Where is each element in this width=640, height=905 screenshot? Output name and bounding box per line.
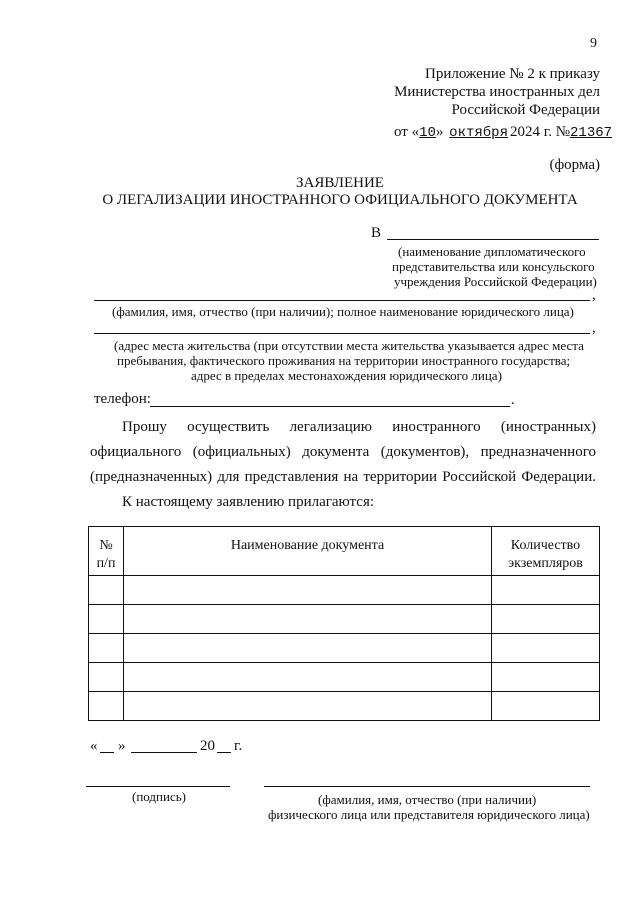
- applicant-address-caption-3: адрес в пределах местонахождения юридического лица): [191, 368, 502, 383]
- order-number: 21367: [570, 125, 613, 141]
- cell-number[interactable]: [89, 576, 124, 605]
- order-date-line: [394, 124, 612, 141]
- body-line-3: (предназначенных) для представления на территории Российской Федерации.: [90, 469, 596, 485]
- title-line-2: О ЛЕГАЛИЗАЦИИ ИНОСТРАННОГО ОФИЦИАЛЬНОГО ДОКУМЕНТА: [102, 192, 578, 208]
- order-date-year: 2024 г. №: [509, 124, 571, 140]
- cell-quantity[interactable]: [492, 576, 600, 605]
- cell-document-name[interactable]: [124, 634, 492, 663]
- signer-name-field: [264, 786, 590, 787]
- cell-quantity[interactable]: [492, 605, 600, 634]
- header-line-1: Приложение № 2 к приказу: [425, 66, 600, 82]
- table-row: [89, 605, 600, 634]
- attachments-table: [88, 526, 600, 721]
- table-row: [89, 576, 600, 605]
- attachments-intro: К настоящему заявлению прилагаются:: [122, 494, 375, 510]
- addressee-caption-3: учреждения Российской Федерации): [394, 274, 597, 289]
- date-close-quote: »: [118, 738, 126, 754]
- body-line-2: официального (официальных) документа (документов), предназначенного: [90, 444, 596, 460]
- cell-quantity[interactable]: [492, 634, 600, 663]
- signer-name-caption-2: физического лица или представителя юридического лица): [268, 807, 590, 822]
- header-number: № п/п: [89, 527, 124, 576]
- order-date-prefix: от «: [394, 124, 420, 140]
- cell-document-name[interactable]: [124, 576, 492, 605]
- applicant-name-caption: (фамилия, имя, отчество (при наличии); полное наименование юридического лица): [112, 304, 574, 319]
- body-line-1: Прошу осуществить легализацию иностранного (иностранных): [122, 419, 596, 435]
- applicant-address-caption-1: (адрес места жительства (при отсутствии места жительства указывается адрес места: [114, 338, 584, 353]
- header-line-2: Министерства иностранных дел: [394, 84, 600, 100]
- table-row: [89, 663, 600, 692]
- applicant-address-field: [94, 333, 590, 334]
- date-year-suffix: г.: [234, 738, 243, 754]
- date-day-field: [100, 752, 114, 753]
- applicant-address-caption-2: пребывания, фактического проживания на территории иностранного государства;: [117, 353, 571, 368]
- addressee-prefix: В: [371, 225, 382, 241]
- header-quantity: Количество экземпляров: [492, 527, 600, 576]
- applicant-name-field: [94, 300, 590, 301]
- addressee-field: [387, 239, 599, 240]
- date-year-field: [217, 752, 231, 753]
- cell-quantity[interactable]: [492, 663, 600, 692]
- date-year-prefix: 20: [200, 738, 215, 754]
- signature-field: [86, 786, 230, 787]
- phone-field: [150, 406, 510, 407]
- order-date-day: 10: [419, 125, 436, 141]
- applicant-name-comma: ,: [592, 287, 596, 303]
- cell-quantity[interactable]: [492, 692, 600, 721]
- cell-number[interactable]: [89, 634, 124, 663]
- addressee-caption-1: (наименование дипломатического: [398, 244, 586, 259]
- cell-number[interactable]: [89, 663, 124, 692]
- order-date-mid: »: [435, 124, 444, 140]
- phone-label: телефон:: [94, 391, 151, 407]
- applicant-address-comma: ,: [592, 320, 596, 336]
- phone-period: .: [511, 392, 515, 408]
- order-date-month: октября: [449, 125, 508, 141]
- signer-name-caption-1: (фамилия, имя, отчество (при наличии): [318, 792, 537, 807]
- cell-document-name[interactable]: [124, 692, 492, 721]
- header-document-name: Наименование документа: [124, 527, 492, 576]
- date-open-quote: «: [90, 738, 98, 754]
- signature-caption: (подпись): [132, 789, 186, 804]
- header-line-3: Российской Федерации: [451, 102, 600, 118]
- cell-number[interactable]: [89, 605, 124, 634]
- date-month-field: [131, 752, 197, 753]
- table-header-row: [89, 527, 600, 576]
- table-row: [89, 692, 600, 721]
- addressee-caption-2: представительства или консульского: [392, 259, 595, 274]
- cell-number[interactable]: [89, 692, 124, 721]
- cell-document-name[interactable]: [124, 663, 492, 692]
- cell-document-name[interactable]: [124, 605, 492, 634]
- title-line-1: ЗАЯВЛЕНИЕ: [296, 175, 384, 191]
- page-number: 9: [590, 36, 597, 51]
- table-row: [89, 634, 600, 663]
- form-label: (форма): [549, 157, 600, 173]
